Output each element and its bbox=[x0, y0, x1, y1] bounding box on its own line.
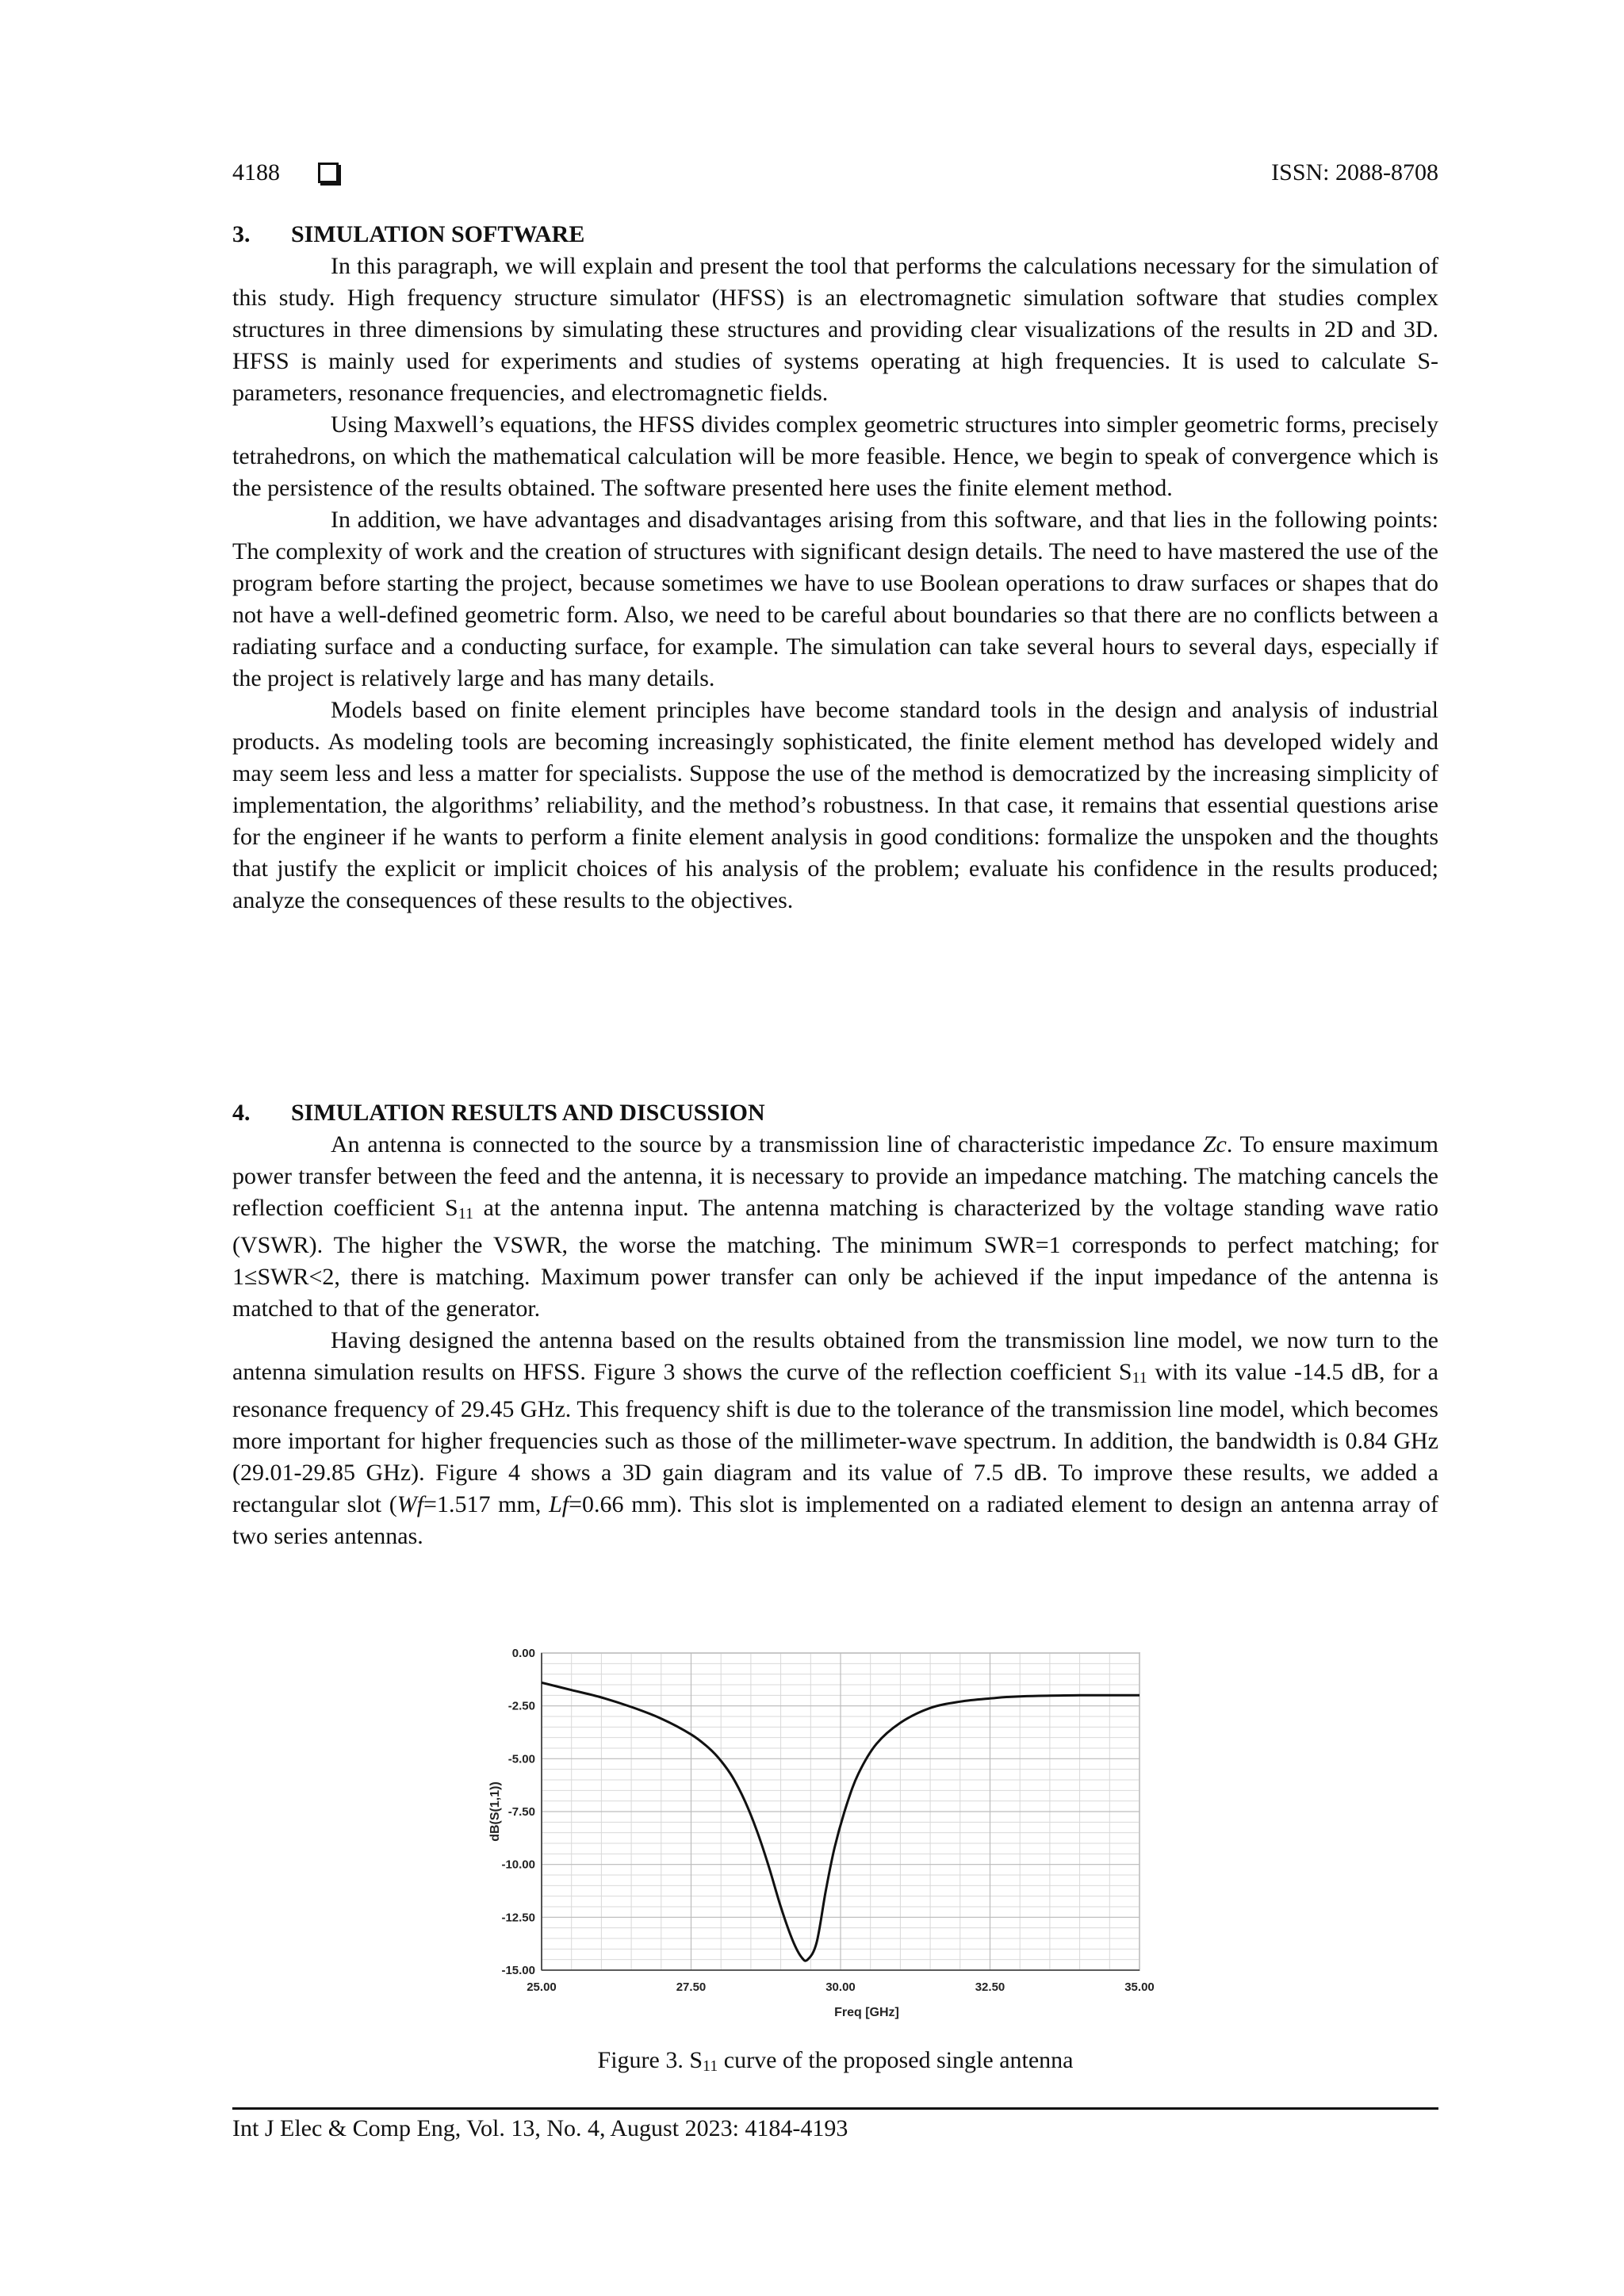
subscript: 11 bbox=[458, 1205, 473, 1223]
x-tick-label: 27.50 bbox=[676, 1980, 707, 1994]
section-3-paragraph-2: Using Maxwell’s equations, the HFSS divides complex geometric structures into simpler geometric forms, precisely tetrahedrons, on which the mathematical calculation will be more feasible. Hence, we begin to speak of convergence which is the persistence of the results obtained. The software presented here uses the finite element method. bbox=[232, 411, 1438, 501]
text-run: with its value -14.5 dB, for a resonance frequency of 29.45 GHz. This frequency shift is due to the tolerance of the transmission line model, which becomes more important for higher frequencies such as those of the millimeter-wave spectrum. In addition, the bandwidth is 0.84 GHz (29.01-29.85 GHz). Figure 4 shows a 3D gain diagram and its value of 7.5 dB. To improve these results, we added a rectangular slot ( bbox=[232, 1359, 1438, 1517]
x-tick-label: 25.00 bbox=[527, 1980, 557, 1994]
section-3-paragraph-3: In addition, we have advantages and disadvantages arising from this software, and that lies in the following points: The complexity of work and the creation of structures with significant design details. The need to have mastered the use of the program before starting the project, because sometimes we have to use Boolean operations to draw surfaces or shapes that do not have a well-defined geometric form. Also, we need to be careful about boundaries so that there are no conflicts between a radiating surface and a conducting surface, for example. The simulation can take several hours to several days, especially if the project is relatively large and has many details. bbox=[232, 507, 1438, 691]
y-tick-label: -12.50 bbox=[501, 1911, 535, 1925]
y-tick-label: -2.50 bbox=[508, 1699, 535, 1713]
section-3-paragraph-4: Models based on finite element principles have become standard tools in the design and analysis of industrial products. As modeling tools are becoming increasingly sophisticated, the finite element method has developed widely and may seem less and less a matter for specialists. Suppose the use of the method is democratized by the increasing simplicity of implementation, the algorithms’ reliability, and the method’s robustness. In that case, it remains that essential questions arise for the engineer if he wants to perform a finite element analysis in good conditions: formalize the unspoken and the thoughts that justify the explicit or implicit choices of his analysis of the problem; evaluate his confidence in the results produced; analyze the consequences of these results to the objectives. bbox=[232, 697, 1438, 913]
y-tick-label: -7.50 bbox=[508, 1805, 535, 1819]
text-run: . To ensure maximum power transfer between the feed and the antenna, it is necessary to provide an impedance matching. The matching cancels the reflection coefficient S bbox=[232, 1131, 1438, 1221]
s11-chart-svg bbox=[478, 1629, 1192, 2026]
y-tick-label: -15.00 bbox=[501, 1964, 535, 1977]
page-number: 4188 bbox=[232, 159, 280, 186]
section-3-heading bbox=[232, 219, 1438, 251]
section-4-heading bbox=[232, 1097, 1438, 1129]
caption-text: curve of the proposed single antenna bbox=[718, 2047, 1074, 2073]
y-tick-label: 0.00 bbox=[511, 1647, 535, 1660]
symbol-wf: Wf bbox=[396, 1491, 424, 1517]
y-tick-label: -10.00 bbox=[501, 1858, 535, 1872]
section-3-paragraph-1: In this paragraph, we will explain and present the tool that performs the calculations necessary for the simulation of this study. High frequency structure simulator (HFSS) is an electromagnetic simulation software that studies complex structures in three dimensions by simulating these structures and providing clear visualizations of the results in 2D and 3D. HFSS is mainly used for experiments and studies of systems operating at high frequencies. It is used to calculate S-parameters, resonance frequencies, and electromagnetic fields. bbox=[232, 253, 1438, 406]
section-3-title: SIMULATION SOFTWARE bbox=[291, 221, 585, 247]
section-4-number: 4. bbox=[232, 1100, 251, 1126]
y-axis-label: dB(S(1,1)) bbox=[488, 1781, 502, 1842]
header-left bbox=[232, 159, 339, 186]
text-run: =1.517 mm, bbox=[423, 1491, 550, 1517]
section-4 bbox=[232, 1097, 1438, 1552]
chart-grid bbox=[542, 1653, 1139, 1970]
caption-text: Figure 3. S bbox=[597, 2047, 703, 2073]
page-footer: Int J Elec & Comp Eng, Vol. 13, No. 4, August 2023: 4184-4193 bbox=[232, 2115, 848, 2141]
text-run: An antenna is connected to the source by a transmission line of characteristic impedance bbox=[331, 1131, 1203, 1158]
section-4-paragraph-1 bbox=[232, 1129, 1438, 1325]
symbol-lf: Lf bbox=[549, 1491, 569, 1517]
x-tick-label: 35.00 bbox=[1124, 1980, 1155, 1994]
figure-3-caption bbox=[232, 2047, 1438, 2076]
page-header bbox=[232, 155, 1438, 190]
y-tick-label: -5.00 bbox=[508, 1752, 535, 1766]
journal-issn: ISSN: 2088-8708 bbox=[1271, 159, 1438, 186]
caption-subscript: 11 bbox=[703, 2057, 718, 2075]
text-run: at the antenna input. The antenna matching is characterized by the voltage standing wave ratio (VSWR). The higher the VSWR, the worse the matching. The minimum SWR=1 corresponds to perfect matching; for 1≤SWR<2, there is matching. Maximum power transfer can only be achieved if the input impedance of the antenna is matched to that of the generator. bbox=[232, 1195, 1438, 1322]
text-run: =0.66 mm). This slot is implemented on a radiated element to design an antenna array of two series antennas. bbox=[232, 1491, 1439, 1549]
text-run: Having designed the antenna based on the results obtained from the transmission line model, we now turn to the antenna simulation results on HFSS. Figure 3 shows the curve of the reflection coefficient S bbox=[232, 1327, 1438, 1385]
section-3-number: 3. bbox=[232, 221, 251, 247]
x-tick-label: 30.00 bbox=[825, 1980, 856, 1994]
section-4-title: SIMULATION RESULTS AND DISCUSSION bbox=[291, 1100, 765, 1126]
x-tick-label: 32.50 bbox=[975, 1980, 1005, 1994]
subscript: 11 bbox=[1132, 1369, 1147, 1387]
ballot-box-icon bbox=[318, 163, 339, 183]
section-3 bbox=[232, 219, 1438, 916]
section-4-paragraph-2 bbox=[232, 1325, 1438, 1552]
x-axis-label: Freq [GHz] bbox=[834, 2006, 899, 2019]
figure-3-chart bbox=[478, 1629, 1192, 2026]
footer-rule bbox=[232, 2107, 1438, 2110]
symbol-zc: Zc bbox=[1202, 1131, 1227, 1158]
